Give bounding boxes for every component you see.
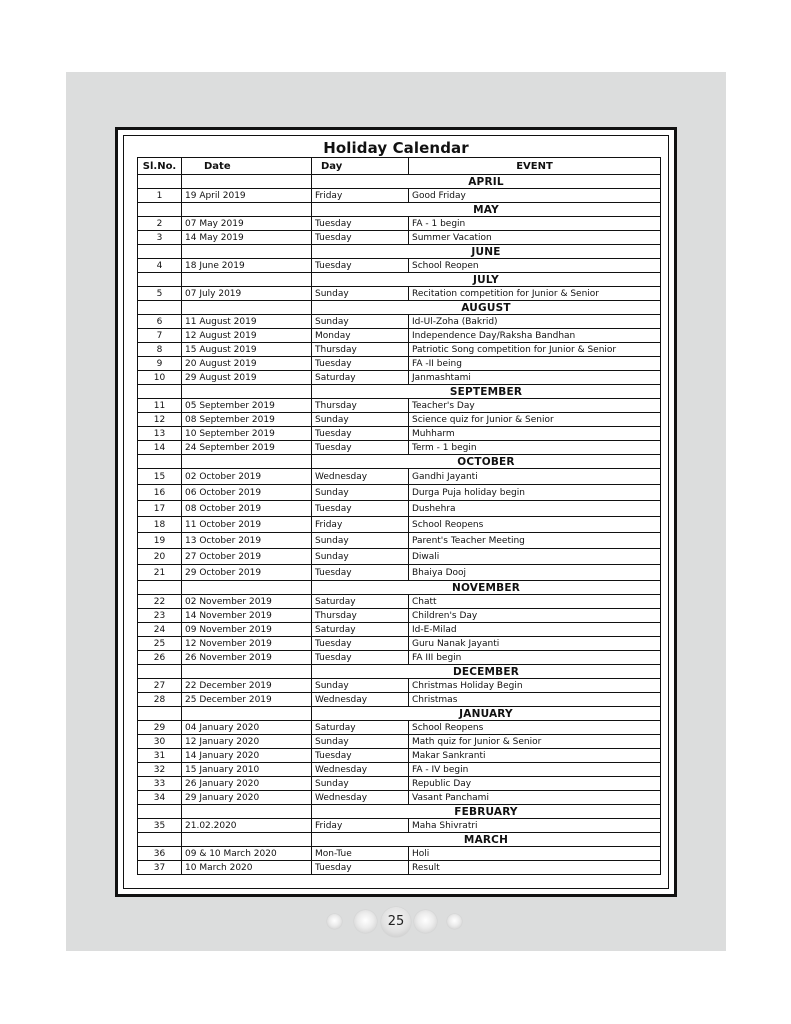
table-row: [138, 749, 661, 763]
day-cell: Sunday: [312, 679, 409, 693]
event-cell: Republic Day: [409, 777, 661, 791]
table-row: [138, 501, 661, 517]
date-cell: 07 May 2019: [182, 217, 312, 231]
decorative-bubble: [447, 914, 462, 929]
event-cell: Parent's Teacher Meeting: [409, 533, 661, 549]
event-cell: FA - IV begin: [409, 763, 661, 777]
event-cell: School Reopens: [409, 517, 661, 533]
month-name: OCTOBER: [312, 455, 661, 469]
date-cell: 11 October 2019: [182, 517, 312, 533]
event-cell: Gandhi Jayanti: [409, 469, 661, 485]
date-cell: 08 October 2019: [182, 501, 312, 517]
header-event: EVENT: [409, 158, 661, 175]
sl-no-cell: 2: [138, 217, 182, 231]
sl-no-cell: 3: [138, 231, 182, 245]
table-row: [138, 609, 661, 623]
sl-no-cell: 17: [138, 501, 182, 517]
event-cell: Summer Vacation: [409, 231, 661, 245]
day-cell: Sunday: [312, 413, 409, 427]
table-header-row: [138, 158, 661, 175]
decorative-bubble: [414, 910, 437, 933]
day-cell: Monday: [312, 329, 409, 343]
sl-no-cell: 15: [138, 469, 182, 485]
table-row: [138, 517, 661, 533]
table-row: [138, 217, 661, 231]
sl-no-cell: 13: [138, 427, 182, 441]
day-cell: Friday: [312, 517, 409, 533]
event-cell: Result: [409, 861, 661, 875]
month-header-row: [138, 805, 661, 819]
sl-no-cell: 22: [138, 595, 182, 609]
event-cell: Science quiz for Junior & Senior: [409, 413, 661, 427]
day-cell: Thursday: [312, 609, 409, 623]
date-cell: 12 August 2019: [182, 329, 312, 343]
day-cell: Saturday: [312, 623, 409, 637]
sl-no-cell: 14: [138, 441, 182, 455]
month-name: MAY: [312, 203, 661, 217]
page-number: 25: [387, 914, 405, 929]
sl-no-cell: 27: [138, 679, 182, 693]
sl-no-cell: 25: [138, 637, 182, 651]
empty-cell: [182, 805, 312, 819]
event-cell: Christmas Holiday Begin: [409, 679, 661, 693]
date-cell: 02 October 2019: [182, 469, 312, 485]
event-cell: Good Friday: [409, 189, 661, 203]
day-cell: Mon-Tue: [312, 847, 409, 861]
day-cell: Tuesday: [312, 441, 409, 455]
month-header-row: [138, 273, 661, 287]
event-cell: FA - 1 begin: [409, 217, 661, 231]
decorative-bubble: [354, 910, 377, 933]
event-cell: Dushehra: [409, 501, 661, 517]
table-row: [138, 735, 661, 749]
table-row: [138, 413, 661, 427]
month-name: DECEMBER: [312, 665, 661, 679]
day-cell: Tuesday: [312, 651, 409, 665]
holiday-table: [137, 157, 661, 875]
date-cell: 12 November 2019: [182, 637, 312, 651]
month-name: JULY: [312, 273, 661, 287]
table-row: [138, 287, 661, 301]
empty-cell: [138, 665, 182, 679]
date-cell: 24 September 2019: [182, 441, 312, 455]
date-cell: 10 March 2020: [182, 861, 312, 875]
sl-no-cell: 35: [138, 819, 182, 833]
month-name: AUGUST: [312, 301, 661, 315]
table-row: [138, 343, 661, 357]
table-row: [138, 791, 661, 805]
table-row: [138, 533, 661, 549]
empty-cell: [182, 273, 312, 287]
date-cell: 02 November 2019: [182, 595, 312, 609]
day-cell: Tuesday: [312, 565, 409, 581]
date-cell: 29 October 2019: [182, 565, 312, 581]
event-cell: Diwali: [409, 549, 661, 565]
month-header-row: [138, 175, 661, 189]
month-header-row: [138, 203, 661, 217]
date-cell: 12 January 2020: [182, 735, 312, 749]
table-row: [138, 565, 661, 581]
date-cell: 09 November 2019: [182, 623, 312, 637]
day-cell: Sunday: [312, 315, 409, 329]
date-cell: 14 November 2019: [182, 609, 312, 623]
date-cell: 26 November 2019: [182, 651, 312, 665]
empty-cell: [138, 175, 182, 189]
date-cell: 18 June 2019: [182, 259, 312, 273]
month-header-row: [138, 707, 661, 721]
empty-cell: [182, 385, 312, 399]
month-name: MARCH: [312, 833, 661, 847]
event-cell: School Reopens: [409, 721, 661, 735]
sl-no-cell: 24: [138, 623, 182, 637]
event-cell: Patriotic Song competition for Junior & Senior: [409, 343, 661, 357]
sl-no-cell: 16: [138, 485, 182, 501]
table-row: [138, 651, 661, 665]
day-cell: Tuesday: [312, 501, 409, 517]
table-body: [138, 175, 661, 875]
empty-cell: [138, 273, 182, 287]
table-row: [138, 819, 661, 833]
day-cell: Thursday: [312, 399, 409, 413]
day-cell: Sunday: [312, 287, 409, 301]
sl-no-cell: 23: [138, 609, 182, 623]
event-cell: Term - 1 begin: [409, 441, 661, 455]
sl-no-cell: 9: [138, 357, 182, 371]
day-cell: Tuesday: [312, 427, 409, 441]
empty-cell: [182, 175, 312, 189]
sl-no-cell: 21: [138, 565, 182, 581]
empty-cell: [182, 707, 312, 721]
event-cell: FA -II being: [409, 357, 661, 371]
day-cell: Tuesday: [312, 231, 409, 245]
event-cell: Muhharm: [409, 427, 661, 441]
sl-no-cell: 30: [138, 735, 182, 749]
month-header-row: [138, 301, 661, 315]
day-cell: Sunday: [312, 777, 409, 791]
sl-no-cell: 33: [138, 777, 182, 791]
month-header-row: [138, 385, 661, 399]
empty-cell: [138, 301, 182, 315]
day-cell: Tuesday: [312, 259, 409, 273]
table-row: [138, 329, 661, 343]
month-header-row: [138, 665, 661, 679]
empty-cell: [182, 581, 312, 595]
date-cell: 06 October 2019: [182, 485, 312, 501]
date-cell: 15 January 2010: [182, 763, 312, 777]
date-cell: 22 December 2019: [182, 679, 312, 693]
month-name: APRIL: [312, 175, 661, 189]
table-row: [138, 371, 661, 385]
event-cell: Teacher's Day: [409, 399, 661, 413]
month-name: SEPTEMBER: [312, 385, 661, 399]
month-header-row: [138, 581, 661, 595]
day-cell: Friday: [312, 819, 409, 833]
event-cell: Bhaiya Dooj: [409, 565, 661, 581]
day-cell: Wednesday: [312, 693, 409, 707]
sl-no-cell: 12: [138, 413, 182, 427]
sl-no-cell: 5: [138, 287, 182, 301]
day-cell: Tuesday: [312, 217, 409, 231]
month-name: JANUARY: [312, 707, 661, 721]
sl-no-cell: 20: [138, 549, 182, 565]
event-cell: Maha Shivratri: [409, 819, 661, 833]
empty-cell: [182, 245, 312, 259]
date-cell: 05 September 2019: [182, 399, 312, 413]
event-cell: Makar Sankranti: [409, 749, 661, 763]
month-header-row: [138, 455, 661, 469]
date-cell: 04 January 2020: [182, 721, 312, 735]
empty-cell: [138, 805, 182, 819]
decorative-bubble: [327, 914, 342, 929]
day-cell: Thursday: [312, 343, 409, 357]
empty-cell: [182, 301, 312, 315]
sl-no-cell: 28: [138, 693, 182, 707]
table-row: [138, 763, 661, 777]
day-cell: Friday: [312, 189, 409, 203]
table-row: [138, 679, 661, 693]
calendar-inner-border: [123, 135, 669, 889]
event-cell: Durga Puja holiday begin: [409, 485, 661, 501]
event-cell: Janmashtami: [409, 371, 661, 385]
date-cell: 20 August 2019: [182, 357, 312, 371]
sl-no-cell: 18: [138, 517, 182, 533]
sl-no-cell: 32: [138, 763, 182, 777]
date-cell: 09 & 10 March 2020: [182, 847, 312, 861]
table-row: [138, 847, 661, 861]
sl-no-cell: 1: [138, 189, 182, 203]
event-cell: Id-Ul-Zoha (Bakrid): [409, 315, 661, 329]
date-cell: 14 May 2019: [182, 231, 312, 245]
sl-no-cell: 19: [138, 533, 182, 549]
date-cell: 15 August 2019: [182, 343, 312, 357]
date-cell: 19 April 2019: [182, 189, 312, 203]
day-cell: Tuesday: [312, 357, 409, 371]
table-row: [138, 441, 661, 455]
event-cell: Holi: [409, 847, 661, 861]
table-row: [138, 189, 661, 203]
month-name: FEBRUARY: [312, 805, 661, 819]
sl-no-cell: 8: [138, 343, 182, 357]
day-cell: Tuesday: [312, 637, 409, 651]
table-row: [138, 259, 661, 273]
table-row: [138, 485, 661, 501]
day-cell: Sunday: [312, 735, 409, 749]
month-header-row: [138, 833, 661, 847]
month-name: JUNE: [312, 245, 661, 259]
table-row: [138, 595, 661, 609]
empty-cell: [182, 665, 312, 679]
day-cell: Wednesday: [312, 763, 409, 777]
day-cell: Saturday: [312, 721, 409, 735]
table-row: [138, 861, 661, 875]
sl-no-cell: 6: [138, 315, 182, 329]
table-row: [138, 357, 661, 371]
table-row: [138, 399, 661, 413]
date-cell: 10 September 2019: [182, 427, 312, 441]
event-cell: FA III begin: [409, 651, 661, 665]
page-number-ornament: [0, 906, 791, 936]
table-row: [138, 623, 661, 637]
date-cell: 26 January 2020: [182, 777, 312, 791]
event-cell: Guru Nanak Jayanti: [409, 637, 661, 651]
empty-cell: [138, 203, 182, 217]
sl-no-cell: 29: [138, 721, 182, 735]
table-row: [138, 469, 661, 485]
table-row: [138, 315, 661, 329]
event-cell: Christmas: [409, 693, 661, 707]
date-cell: 13 October 2019: [182, 533, 312, 549]
table-row: [138, 777, 661, 791]
event-cell: Recitation competition for Junior & Senior: [409, 287, 661, 301]
day-cell: Sunday: [312, 485, 409, 501]
table-row: [138, 231, 661, 245]
empty-cell: [182, 833, 312, 847]
date-cell: 08 September 2019: [182, 413, 312, 427]
day-cell: Sunday: [312, 549, 409, 565]
sl-no-cell: 34: [138, 791, 182, 805]
empty-cell: [182, 203, 312, 217]
event-cell: Math quiz for Junior & Senior: [409, 735, 661, 749]
calendar-frame: [115, 127, 677, 897]
date-cell: 14 January 2020: [182, 749, 312, 763]
sl-no-cell: 26: [138, 651, 182, 665]
empty-cell: [182, 455, 312, 469]
empty-cell: [138, 581, 182, 595]
date-cell: 21.02.2020: [182, 819, 312, 833]
date-cell: 11 August 2019: [182, 315, 312, 329]
day-cell: Tuesday: [312, 861, 409, 875]
table-row: [138, 693, 661, 707]
empty-cell: [138, 833, 182, 847]
date-cell: 25 December 2019: [182, 693, 312, 707]
sl-no-cell: 31: [138, 749, 182, 763]
sl-no-cell: 7: [138, 329, 182, 343]
empty-cell: [138, 455, 182, 469]
day-cell: Wednesday: [312, 791, 409, 805]
month-name: NOVEMBER: [312, 581, 661, 595]
day-cell: Sunday: [312, 533, 409, 549]
date-cell: 27 October 2019: [182, 549, 312, 565]
table-row: [138, 721, 661, 735]
event-cell: School Reopen: [409, 259, 661, 273]
empty-cell: [138, 245, 182, 259]
day-cell: Tuesday: [312, 749, 409, 763]
sl-no-cell: 37: [138, 861, 182, 875]
day-cell: Wednesday: [312, 469, 409, 485]
table-row: [138, 637, 661, 651]
sl-no-cell: 4: [138, 259, 182, 273]
sl-no-cell: 11: [138, 399, 182, 413]
empty-cell: [138, 707, 182, 721]
table-row: [138, 549, 661, 565]
sl-no-cell: 10: [138, 371, 182, 385]
date-cell: 07 July 2019: [182, 287, 312, 301]
header-day: Day: [312, 158, 409, 175]
event-cell: Vasant Panchami: [409, 791, 661, 805]
event-cell: Independence Day/Raksha Bandhan: [409, 329, 661, 343]
month-header-row: [138, 245, 661, 259]
date-cell: 29 January 2020: [182, 791, 312, 805]
event-cell: Chatt: [409, 595, 661, 609]
event-cell: Children's Day: [409, 609, 661, 623]
event-cell: Id-E-Milad: [409, 623, 661, 637]
empty-cell: [138, 385, 182, 399]
table-row: [138, 427, 661, 441]
header-sl-no: Sl.No.: [138, 158, 182, 175]
page-title: Holiday Calendar: [323, 139, 469, 157]
sl-no-cell: 36: [138, 847, 182, 861]
day-cell: Saturday: [312, 595, 409, 609]
header-date: Date: [182, 158, 312, 175]
date-cell: 29 August 2019: [182, 371, 312, 385]
day-cell: Saturday: [312, 371, 409, 385]
